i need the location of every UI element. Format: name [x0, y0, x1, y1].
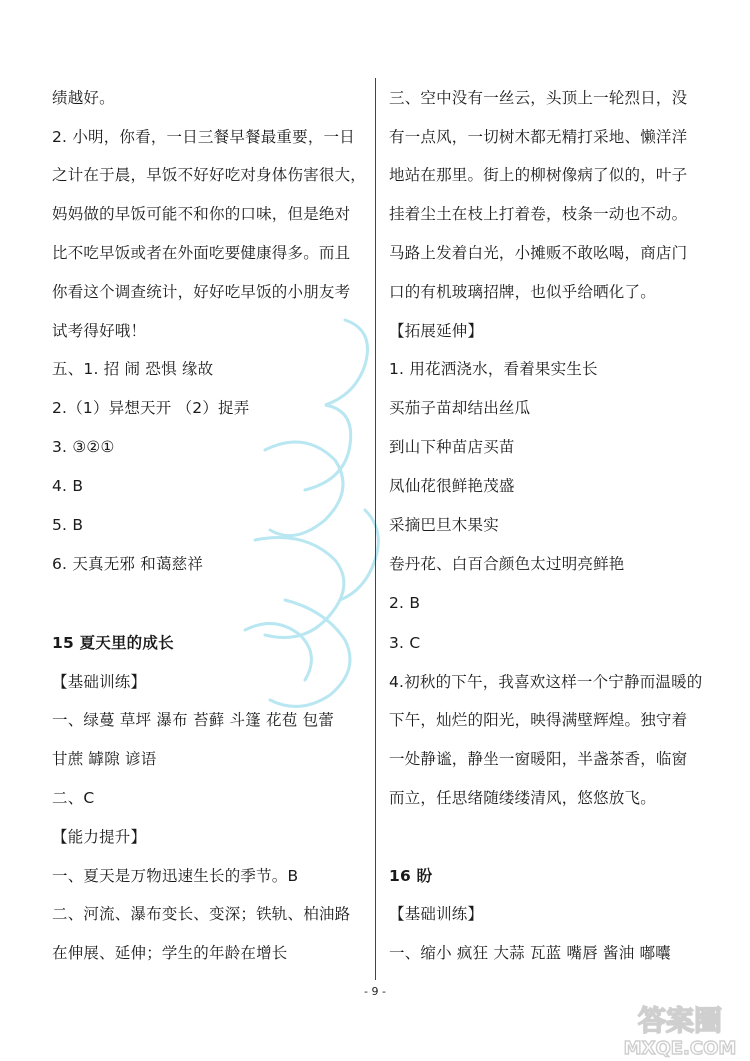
- text-line: 挂着尘土在枝上打着卷，枝条一动也不动。: [389, 205, 688, 223]
- text-line: 2. 小明，你看，一日三餐早餐最重要，一日: [52, 128, 355, 146]
- text-line: 地站在那里。街上的柳树像病了似的，叶子: [389, 166, 688, 184]
- text-line: 之计在于晨，早饭不好好吃对身体伤害很大，: [52, 166, 367, 184]
- text-line: 比不吃早饭或者在外面吃要健康得多。而且: [52, 244, 351, 262]
- site-logo: [616, 1000, 744, 1058]
- text-line: 妈妈做的早饭可能不和你的口味，但是绝对: [52, 205, 351, 223]
- text-line: 1. 用花洒浇水，看着果实生长: [389, 360, 598, 378]
- watermark-graphic: [225, 300, 415, 720]
- text-line: 凤仙花很鲜艳茂盛: [389, 477, 515, 495]
- text-line: 五、1. 招 闹 恐惧 缘故: [52, 360, 214, 378]
- text-line: 一、缩小 疯狂 大蒜 瓦蓝 嘴唇 酱油 嘟囔: [389, 944, 671, 962]
- text-line: 2.（1）异想天开 （2）捉弄: [52, 399, 250, 417]
- column-divider: [375, 78, 376, 980]
- logo-bottom-text: MXQE.COM: [623, 1038, 737, 1058]
- text-line: 到山下种苗店买苗: [389, 438, 515, 456]
- text-line: 而立，任思绪随缕缕清风，悠悠放飞。: [389, 789, 656, 807]
- text-line: 一、夏天是万物迅速生长的季节。B: [52, 867, 299, 885]
- text-line: 3. C: [389, 634, 421, 652]
- text-line: 2. B: [389, 594, 421, 612]
- text-line: 甘蔗 罅隙 谚语: [52, 750, 157, 768]
- text-line: 口的有机玻璃招牌，也似乎给晒化了。: [389, 283, 656, 301]
- text-line: 三、空中没有一丝云，头顶上一轮烈日，没: [389, 89, 688, 107]
- text-line: 你看这个调查统计，好好吃早饭的小朋友考: [52, 283, 351, 301]
- text-line: 【基础训练】: [52, 673, 147, 691]
- text-line: 3. ③②①: [52, 438, 115, 456]
- text-line: 绩越好。: [52, 89, 115, 107]
- text-line: 下午，灿烂的阳光，映得满壁辉煌。独守着: [389, 711, 688, 729]
- text-line: 二、河流、瀑布变长、变深；铁轨、柏油路: [52, 905, 351, 923]
- text-line: 5. B: [52, 516, 84, 534]
- logo-top-text: 答案圈: [637, 1004, 723, 1037]
- text-line: 卷丹花、白百合颜色太过明亮鲜艳: [389, 555, 625, 573]
- text-line: 一处静谧，静坐一窗暖阳，半盏茶香，临窗: [389, 750, 688, 768]
- text-line: 二、C: [52, 789, 95, 807]
- text-line: 试考得好哦！: [52, 322, 147, 340]
- text-line: 在伸展、延伸；学生的年龄在增长: [52, 944, 288, 962]
- text-line: 【拓展延伸】: [389, 322, 484, 340]
- text-line: 买茄子苗却结出丝瓜: [389, 399, 531, 417]
- text-line: 有一点风，一切树木都无精打采地、懒洋洋: [389, 128, 688, 146]
- section-heading: 15 夏天里的成长: [52, 634, 174, 652]
- text-line: 6. 天真无邪 和蔼慈祥: [52, 555, 204, 573]
- text-line: 4. B: [52, 477, 84, 495]
- text-line: 采摘巴旦木果实: [389, 516, 499, 534]
- section-heading: 16 盼: [389, 867, 433, 885]
- text-line: 马路上发着白光，小摊贩不敢吆喝，商店门: [389, 244, 688, 262]
- page-number: - 9 -: [364, 985, 386, 998]
- text-line: 【基础训练】: [389, 905, 484, 923]
- text-line: 【能力提升】: [52, 828, 147, 846]
- text-line: 一、绿蔓 草坪 瀑布 苔藓 斗篷 花苞 包蕾: [52, 711, 334, 729]
- text-line: 4.初秋的下午，我喜欢这样一个宁静而温暖的: [389, 673, 703, 691]
